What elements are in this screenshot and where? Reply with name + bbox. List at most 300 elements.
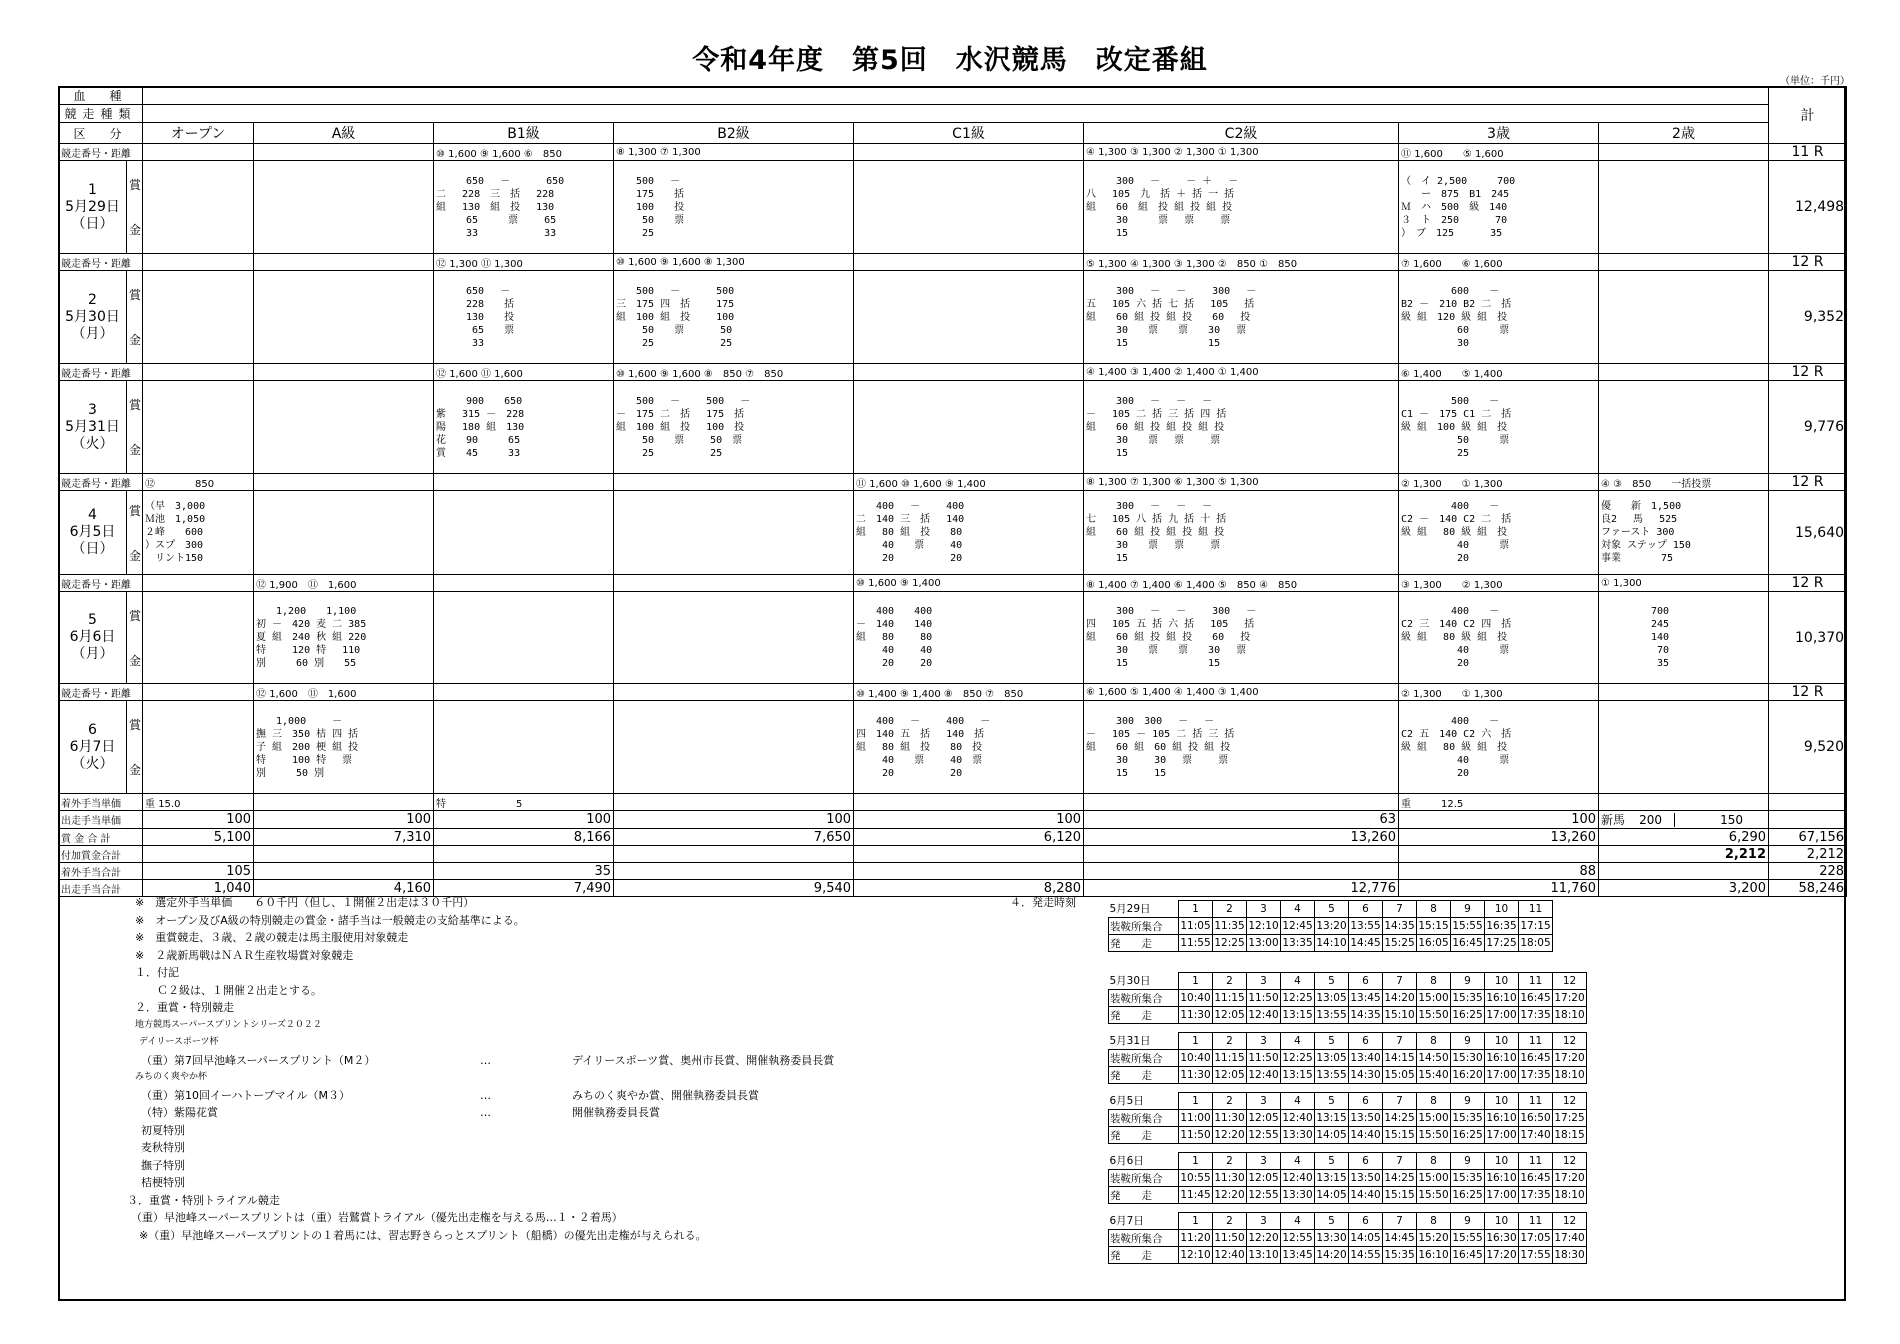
- race-number: 7: [1383, 1213, 1417, 1230]
- prize-cell: 650 － 650 二 228 三 括 228 組 130 組 投 130 65 票 65 33 33: [434, 161, 614, 254]
- gather-time: 13:05: [1315, 990, 1349, 1007]
- start-time-table: [1108, 1092, 1587, 1144]
- race-number: 3: [1247, 973, 1281, 990]
- start-label: 発 走: [1109, 1187, 1179, 1204]
- race-distance-cell: ⑦ 1,600 ⑥ 1,600: [1399, 254, 1599, 271]
- race-number: 8: [1417, 1153, 1451, 1170]
- race-number: 6: [1349, 973, 1383, 990]
- race-number: 9: [1451, 1093, 1485, 1110]
- gather-time: 16:50: [1519, 1110, 1553, 1127]
- start-label: 発 走: [1109, 1007, 1179, 1024]
- prize-label-bottom: 金: [129, 443, 142, 457]
- race-day-dow: （日）: [71, 215, 114, 232]
- gather-time: 13:55: [1349, 918, 1383, 935]
- gather-time: 11:20: [1179, 1230, 1213, 1247]
- gather-time: 14:50: [1417, 1050, 1451, 1067]
- gather-time: 15:15: [1417, 918, 1451, 935]
- start-time: 17:20: [1485, 1247, 1519, 1264]
- prize-cell: 500 － 500 三 175 四 括 175 組 100 組 投 100 50 票 50 25 25: [614, 271, 854, 364]
- start-time-row: [1109, 1247, 1587, 1264]
- prize-label-top: 賞: [129, 398, 142, 412]
- race-distance-cell: ④ ③ 850 一括投票: [1599, 474, 1769, 491]
- race-distance-cell: [434, 684, 614, 701]
- prize-label: [127, 161, 143, 254]
- gather-time: 16:10: [1485, 990, 1519, 1007]
- race-distance-cell: ⑫ 1,600 ⑪ 1,600: [254, 684, 434, 701]
- start-time-heading: ４．発走時刻: [1010, 896, 1076, 909]
- gather-label: 装鞍所集合: [1109, 1170, 1179, 1187]
- start-time: 17:25: [1485, 935, 1519, 952]
- start-time-header: [1109, 1093, 1587, 1110]
- summary-cell: 105: [143, 863, 254, 880]
- race-distance-cell: ③ 1,300 ② 1,300: [1399, 575, 1599, 592]
- race-number: 11: [1519, 1213, 1553, 1230]
- prize-cell: [254, 161, 434, 254]
- gather-time: 14:20: [1383, 990, 1417, 1007]
- race-distance-cell: ⑩ 1,600 ⑨ 1,400: [854, 575, 1084, 592]
- race-number: 2: [1213, 1093, 1247, 1110]
- race-day-dow: （火）: [71, 755, 114, 772]
- start-label: 発 走: [1109, 1127, 1179, 1144]
- summary-cell: 6,120: [854, 829, 1084, 846]
- prize-label-gap: [129, 733, 140, 761]
- race-distance-cell: ⑪ 1,600 ⑩ 1,600 ⑨ 1,400: [854, 474, 1084, 491]
- start-time: 18:30: [1553, 1247, 1587, 1264]
- race-prize: 開催執務委員長賞: [572, 1106, 660, 1119]
- start-time: 12:05: [1213, 1067, 1247, 1084]
- race-number: 8: [1417, 901, 1451, 918]
- prize-label-top: 賞: [129, 178, 142, 192]
- summary-cell: 100: [434, 811, 614, 829]
- class-header: 3歳: [1399, 123, 1599, 144]
- gather-time: 13:20: [1315, 918, 1349, 935]
- race-number: 4: [1281, 1153, 1315, 1170]
- race-distance-cell: [254, 474, 434, 491]
- summary-cell: 7,490: [434, 880, 614, 897]
- race-number: 2: [1213, 901, 1247, 918]
- gather-time: 14:35: [1383, 918, 1417, 935]
- gather-time: 14:45: [1383, 1230, 1417, 1247]
- race-number: 1: [1179, 1213, 1213, 1230]
- prize-cell: 300 300 － － － 105 － 105 二 括 三 括 組 60 組 60 組 投 組 投 30 30 票 票 15 15: [1084, 701, 1399, 794]
- race-number-label: 競走番号・距離: [59, 254, 143, 271]
- start-time: 13:45: [1281, 1247, 1315, 1264]
- gather-time: 11:50: [1247, 1050, 1281, 1067]
- gather-label: 装鞍所集合: [1109, 1230, 1179, 1247]
- summary-cell: 100: [143, 811, 254, 829]
- race-number: 4: [1281, 901, 1315, 918]
- race-number: 9: [1451, 1213, 1485, 1230]
- start-time: 18:10: [1553, 1007, 1587, 1024]
- ellipsis: …: [480, 1053, 491, 1067]
- race-prize: デイリースポーツ賞、奥州市長賞、開催執務委員長賞: [572, 1053, 835, 1067]
- blood-cell: [143, 87, 1769, 105]
- summary-cell: 重 12.5: [1399, 794, 1599, 811]
- gather-time: 11:35: [1213, 918, 1247, 935]
- summary-cell: 8,166: [434, 829, 614, 846]
- race-number: 4: [1281, 1093, 1315, 1110]
- race-number: 2: [1213, 973, 1247, 990]
- gather-time: 11:30: [1213, 1110, 1247, 1127]
- start-time: 12:25: [1213, 935, 1247, 952]
- start-time: 16:25: [1451, 1187, 1485, 1204]
- race-distance-cell: [143, 684, 254, 701]
- gather-time: 11:50: [1247, 990, 1281, 1007]
- race-number: 12: [1553, 973, 1587, 990]
- start-time: 12:40: [1247, 1067, 1281, 1084]
- gather-time-row: [1109, 1110, 1587, 1127]
- start-time: 11:45: [1179, 1187, 1213, 1204]
- gather-time: 15:00: [1417, 1170, 1451, 1187]
- prize-cell: 優 新 1,500 良2 馬 525 ファースト 300 対象 ステップ 150 事業 75: [1599, 491, 1769, 575]
- race-number: 5: [1315, 1213, 1349, 1230]
- prize-cell: 400 － 400 二 140 三 括 140 組 80 組 投 80 40 票 40 20 20: [854, 491, 1084, 575]
- prize-label-gap: [129, 413, 140, 441]
- race-distance-cell: ⑪ 1,600 ⑤ 1,600: [1399, 144, 1599, 161]
- start-time: 16:45: [1451, 1247, 1485, 1264]
- race-number: 3: [1247, 901, 1281, 918]
- race-distance-cell: ⑤ 1,300 ④ 1,300 ③ 1,300 ② 850 ① 850: [1084, 254, 1399, 271]
- gather-time: 12:10: [1247, 918, 1281, 935]
- prize-cell: [254, 271, 434, 364]
- summary-cell: 35: [434, 863, 614, 880]
- gather-label: 装鞍所集合: [1109, 918, 1179, 935]
- gather-time: 17:25: [1553, 1110, 1587, 1127]
- summary-cell: 8,280: [854, 880, 1084, 897]
- gather-time: 13:15: [1315, 1170, 1349, 1187]
- prize-cell: [143, 271, 254, 364]
- start-time: 15:15: [1383, 1187, 1417, 1204]
- special-race: 初夏特別: [141, 1123, 185, 1137]
- day-total: 9,776: [1769, 381, 1847, 474]
- race-distance-cell: ⑧ 1,300 ⑦ 1,300: [614, 144, 854, 161]
- race-distance-cell: [854, 144, 1084, 161]
- summary-label: 賞 金 合 計: [59, 829, 143, 846]
- race-number-label: 競走番号・距離: [59, 364, 143, 381]
- race-number: 8: [1417, 1213, 1451, 1230]
- prize-label: [127, 271, 143, 364]
- prize-cell: 500 － 500 － － 175 二 括 175 括 組 100 組 投 100 投 50 票 50 票 25 25: [614, 381, 854, 474]
- trial-note: （重）早池峰スーパースプリントは（重）岩鷲賞トライアル（優先出走権を与える馬…１・２着馬）: [131, 1211, 623, 1224]
- series-name: 地方競馬スーパースプリントシリーズ２０２２: [135, 1019, 322, 1030]
- gather-time: 14:25: [1383, 1110, 1417, 1127]
- race-distance-cell: [254, 364, 434, 381]
- start-time-table: [1108, 972, 1587, 1024]
- start-time: 14:05: [1315, 1127, 1349, 1144]
- race-name: （特）紫陽花賞: [141, 1106, 218, 1119]
- prize-cell: [254, 381, 434, 474]
- race-number-label: 競走番号・距離: [59, 474, 143, 491]
- start-time-row: [1109, 935, 1553, 952]
- start-time-row: [1109, 1187, 1587, 1204]
- prize-label-gap: [129, 519, 140, 547]
- gather-time: 13:05: [1315, 1050, 1349, 1067]
- gather-time-row: [1109, 990, 1587, 1007]
- prize-cell: 300 － － 300 － 五 105 六 括 七 括 105 括 組 60 組 投 組 投 60 投 30 票 票 30 票 15 15: [1084, 271, 1399, 364]
- race-distance-cell: ⑩ 1,400 ⑨ 1,400 ⑧ 850 ⑦ 850: [854, 684, 1084, 701]
- race-day-date: 6月6日: [69, 629, 116, 645]
- race-distance-cell: [143, 364, 254, 381]
- race-number-row: [59, 575, 1847, 592]
- race-distance-cell: [1599, 144, 1769, 161]
- summary-total: [1769, 794, 1847, 811]
- race-number: 10: [1485, 1213, 1519, 1230]
- summary-cell: 12,776: [1084, 880, 1399, 897]
- gather-time: 10:40: [1179, 1050, 1213, 1067]
- gather-time: 12:25: [1281, 1050, 1315, 1067]
- summary-cell: 特 5: [434, 794, 614, 811]
- start-date: 5月31日: [1109, 1035, 1151, 1048]
- start-time-row: [1109, 1127, 1587, 1144]
- start-time: 16:05: [1417, 935, 1451, 952]
- race-distance-cell: [614, 575, 854, 592]
- race-day-dow: （火）: [71, 435, 114, 452]
- start-time: 17:00: [1485, 1187, 1519, 1204]
- race-number: 3: [1247, 1093, 1281, 1110]
- gather-label: 装鞍所集合: [1109, 990, 1179, 1007]
- start-time: 18:15: [1553, 1127, 1587, 1144]
- gather-time: 16:45: [1519, 1050, 1553, 1067]
- race-distance-cell: [434, 575, 614, 592]
- gather-time: 16:10: [1485, 1050, 1519, 1067]
- start-time: 15:40: [1417, 1067, 1451, 1084]
- start-time: 11:30: [1179, 1007, 1213, 1024]
- gather-label: 装鞍所集合: [1109, 1050, 1179, 1067]
- race-program-table: [58, 86, 1847, 897]
- race-count: 12 R: [1769, 364, 1847, 381]
- race-distance-cell: [143, 575, 254, 592]
- start-time: 16:45: [1451, 935, 1485, 952]
- race-day: [59, 592, 127, 684]
- race-distance-cell: ⑫ 1,600 ⑪ 1,600: [434, 364, 614, 381]
- shinba-value: 200: [1625, 813, 1675, 827]
- race-number-row: [59, 474, 1847, 491]
- summary-cell: [1399, 846, 1599, 863]
- prize-cell: [254, 491, 434, 575]
- race-number: 8: [1417, 1093, 1451, 1110]
- summary-cell: [254, 846, 434, 863]
- gather-time: 15:35: [1451, 1110, 1485, 1127]
- gather-time: 14:25: [1383, 1170, 1417, 1187]
- gather-time: 15:20: [1417, 1230, 1451, 1247]
- gather-time: 12:20: [1247, 1230, 1281, 1247]
- start-time: 13:15: [1281, 1007, 1315, 1024]
- summary-total: 228: [1769, 863, 1847, 880]
- start-time-table: [1108, 900, 1553, 952]
- race-number: 7: [1383, 901, 1417, 918]
- shinba-value: 150: [1720, 813, 1744, 827]
- race-number: 12: [1553, 1213, 1587, 1230]
- race-prize: みちのく爽やか賞、開催執務委員長賞: [572, 1088, 759, 1102]
- prize-label-top: 賞: [129, 288, 142, 302]
- summary-row: [59, 794, 1847, 811]
- race-day-date: 6月7日: [69, 738, 116, 755]
- start-time: 13:30: [1281, 1127, 1315, 1144]
- summary-cell: 3,200: [1599, 880, 1769, 897]
- start-time: 11:50: [1179, 1127, 1213, 1144]
- prize-label: [127, 381, 143, 474]
- gather-time: 17:15: [1519, 918, 1553, 935]
- prize-cell: [854, 161, 1084, 254]
- note-line: １．付記: [135, 966, 179, 979]
- note-line: ※ 選定外手当単価 ６０千円（但し、１開催２出走は３０千円）: [135, 896, 475, 909]
- start-time-header: [1109, 1033, 1587, 1050]
- gather-time: 16:35: [1485, 918, 1519, 935]
- prize-row: [59, 161, 1847, 254]
- start-date: 6月6日: [1109, 1155, 1144, 1168]
- race-number: 3: [1247, 1033, 1281, 1050]
- prize-cell: [434, 491, 614, 575]
- prize-cell: 600 － B2 － 210 B2 二 括 級 組 120 級 組 投 60 票 30: [1399, 271, 1599, 364]
- summary-cell: 1,040: [143, 880, 254, 897]
- race-note: [135, 1087, 1035, 1105]
- race-distance-cell: [1599, 254, 1769, 271]
- prize-cell: 400 － C2 － 140 C2 二 括 級 組 80 級 組 投 40 票 20: [1399, 491, 1599, 575]
- summary-cell: [254, 794, 434, 811]
- shinba-label: 新馬: [1601, 813, 1626, 827]
- race-number-label: 競走番号・距離: [59, 575, 143, 592]
- race-distance-cell: ⑫ 850: [143, 474, 254, 491]
- race-day: [59, 491, 127, 575]
- start-time: 12:40: [1213, 1247, 1247, 1264]
- gather-time: 17:05: [1519, 1230, 1553, 1247]
- gather-time: 11:15: [1213, 1050, 1247, 1067]
- summary-label: 着外手当合計: [59, 863, 143, 880]
- race-distance-cell: ⑥ 1,400 ⑤ 1,400: [1399, 364, 1599, 381]
- race-count: 12 R: [1769, 575, 1847, 592]
- class-header: B1級: [434, 123, 614, 144]
- race-number: 1: [1179, 1033, 1213, 1050]
- start-time: 17:55: [1519, 1247, 1553, 1264]
- gather-time: 17:20: [1553, 1170, 1587, 1187]
- summary-cell: [614, 794, 854, 811]
- start-time: 14:45: [1349, 935, 1383, 952]
- race-type-cell: [143, 105, 1769, 123]
- prize-cell: [1599, 161, 1769, 254]
- gather-time-row: [1109, 1170, 1587, 1187]
- start-time-header: [1109, 1153, 1587, 1170]
- gather-time: 16:45: [1519, 1170, 1553, 1187]
- race-number: 12: [1553, 1153, 1587, 1170]
- day-total: 9,520: [1769, 701, 1847, 794]
- note-line: ※ オープン及びA級の特別競走の賞金・諸手当は一般競走の支給基準による。: [135, 913, 525, 927]
- gather-time: 16:30: [1485, 1230, 1519, 1247]
- start-time-row: [1109, 1067, 1587, 1084]
- summary-cell: 88: [1399, 863, 1599, 880]
- summary-cell: [254, 863, 434, 880]
- prize-cell: 300 － － － － 105 二 括 三 括 四 括 組 60 組 投 組 投 組 投 30 票 票 票 15: [1084, 381, 1399, 474]
- trial-heading: ３．重賞・特別トライアル競走: [127, 1193, 280, 1207]
- race-day-date: 5月31日: [65, 418, 120, 435]
- prize-cell: 300 － － ＋ － 八 105 九 括 ＋ 括 一 括 組 60 組 投 組 投 組 投 30 票 票 票 15: [1084, 161, 1399, 254]
- prize-cell: [614, 592, 854, 684]
- start-time: 13:55: [1315, 1067, 1349, 1084]
- summary-cell: [1599, 794, 1769, 811]
- note-line: ※ 重賞競走、３歳、２歳の競走は馬主服使用対象競走: [135, 931, 409, 944]
- race-distance-cell: ② 1,300 ① 1,300: [1399, 684, 1599, 701]
- race-distance-cell: ⑧ 1,400 ⑦ 1,400 ⑥ 1,400 ⑤ 850 ④ 850: [1084, 575, 1399, 592]
- summary-cell: 7,310: [254, 829, 434, 846]
- start-time-table: [1108, 1152, 1587, 1204]
- race-day-dow: （日）: [71, 541, 114, 557]
- start-time: 15:50: [1417, 1187, 1451, 1204]
- prize-row: [59, 491, 1847, 575]
- gather-time: 11:00: [1179, 1110, 1213, 1127]
- summary-total: 67,156: [1769, 829, 1847, 846]
- race-distance-cell: [614, 474, 854, 491]
- start-time: 15:50: [1417, 1127, 1451, 1144]
- gather-time: 13:50: [1349, 1170, 1383, 1187]
- start-date: 6月7日: [1109, 1215, 1144, 1228]
- race-number: 3: [1247, 1153, 1281, 1170]
- race-number: 5: [1315, 901, 1349, 918]
- gather-time: 11:15: [1213, 990, 1247, 1007]
- start-time: 13:35: [1281, 935, 1315, 952]
- prize-cell: [434, 592, 614, 684]
- prize-label-top: 賞: [129, 718, 142, 732]
- prize-label: [127, 592, 143, 684]
- summary-row: [59, 863, 1847, 880]
- gather-time: 16:45: [1519, 990, 1553, 1007]
- start-date: 5月30日: [1109, 975, 1151, 988]
- prize-cell: 300 － － － 七 105 八 括 九 括 十 括 組 60 組 投 組 投 組 投 30 票 票 票 15: [1084, 491, 1399, 575]
- prize-label-top: 賞: [129, 608, 142, 623]
- race-number: 8: [1417, 973, 1451, 990]
- race-number: 4: [1281, 1213, 1315, 1230]
- race-number: 8: [1417, 1033, 1451, 1050]
- class-header: B2級: [614, 123, 854, 144]
- summary-cell: 重 15.0: [143, 794, 254, 811]
- start-time: 13:15: [1281, 1067, 1315, 1084]
- start-label: 発 走: [1109, 1247, 1179, 1264]
- race-day: [59, 161, 127, 254]
- start-time: 17:40: [1519, 1127, 1553, 1144]
- prize-label-bottom: 金: [129, 333, 142, 347]
- race-distance-cell: [1599, 364, 1769, 381]
- race-distance-cell: ⑧ 1,300 ⑦ 1,300 ⑥ 1,300 ⑤ 1,300: [1084, 474, 1399, 491]
- start-time-table: [1108, 1212, 1587, 1264]
- start-time: 12:20: [1213, 1127, 1247, 1144]
- race-number: 6: [1349, 1213, 1383, 1230]
- gather-time: 15:55: [1451, 1230, 1485, 1247]
- race-type-row: [59, 105, 1847, 123]
- race-name: （重）第7回早池峰スーパースプリント（M２）: [141, 1053, 376, 1067]
- prize-cell: 300 － － 300 － 四 105 五 括 六 括 105 括 組 60 組 投 組 投 60 投 30 票 票 30 票 15 15: [1084, 592, 1399, 684]
- summary-row: [59, 829, 1847, 846]
- race-count: 12 R: [1769, 684, 1847, 701]
- summary-cell: 13,260: [1399, 829, 1599, 846]
- class-header: C1級: [854, 123, 1084, 144]
- notes-section: [127, 894, 1035, 1244]
- race-number: 5: [1315, 1033, 1349, 1050]
- summary-cell: 100: [614, 811, 854, 829]
- start-time: 16:20: [1451, 1067, 1485, 1084]
- race-day-no: 6: [88, 721, 97, 738]
- gather-time: 12:40: [1281, 1170, 1315, 1187]
- race-day-no: 3: [88, 401, 97, 418]
- race-number: 6: [1349, 1033, 1383, 1050]
- gather-time-row: [1109, 1230, 1587, 1247]
- prize-cell: 700 245 140 70 35: [1599, 592, 1769, 684]
- start-time-header: [1109, 1213, 1587, 1230]
- start-time: 17:35: [1519, 1007, 1553, 1024]
- prize-cell: [614, 701, 854, 794]
- race-number: 3: [1247, 1213, 1281, 1230]
- note-line: Ｃ２級は、１開催２出走とする。: [135, 983, 322, 997]
- race-distance-cell: ① 1,300: [1599, 575, 1769, 592]
- gather-time: 12:05: [1247, 1110, 1281, 1127]
- summary-cell: [854, 794, 1084, 811]
